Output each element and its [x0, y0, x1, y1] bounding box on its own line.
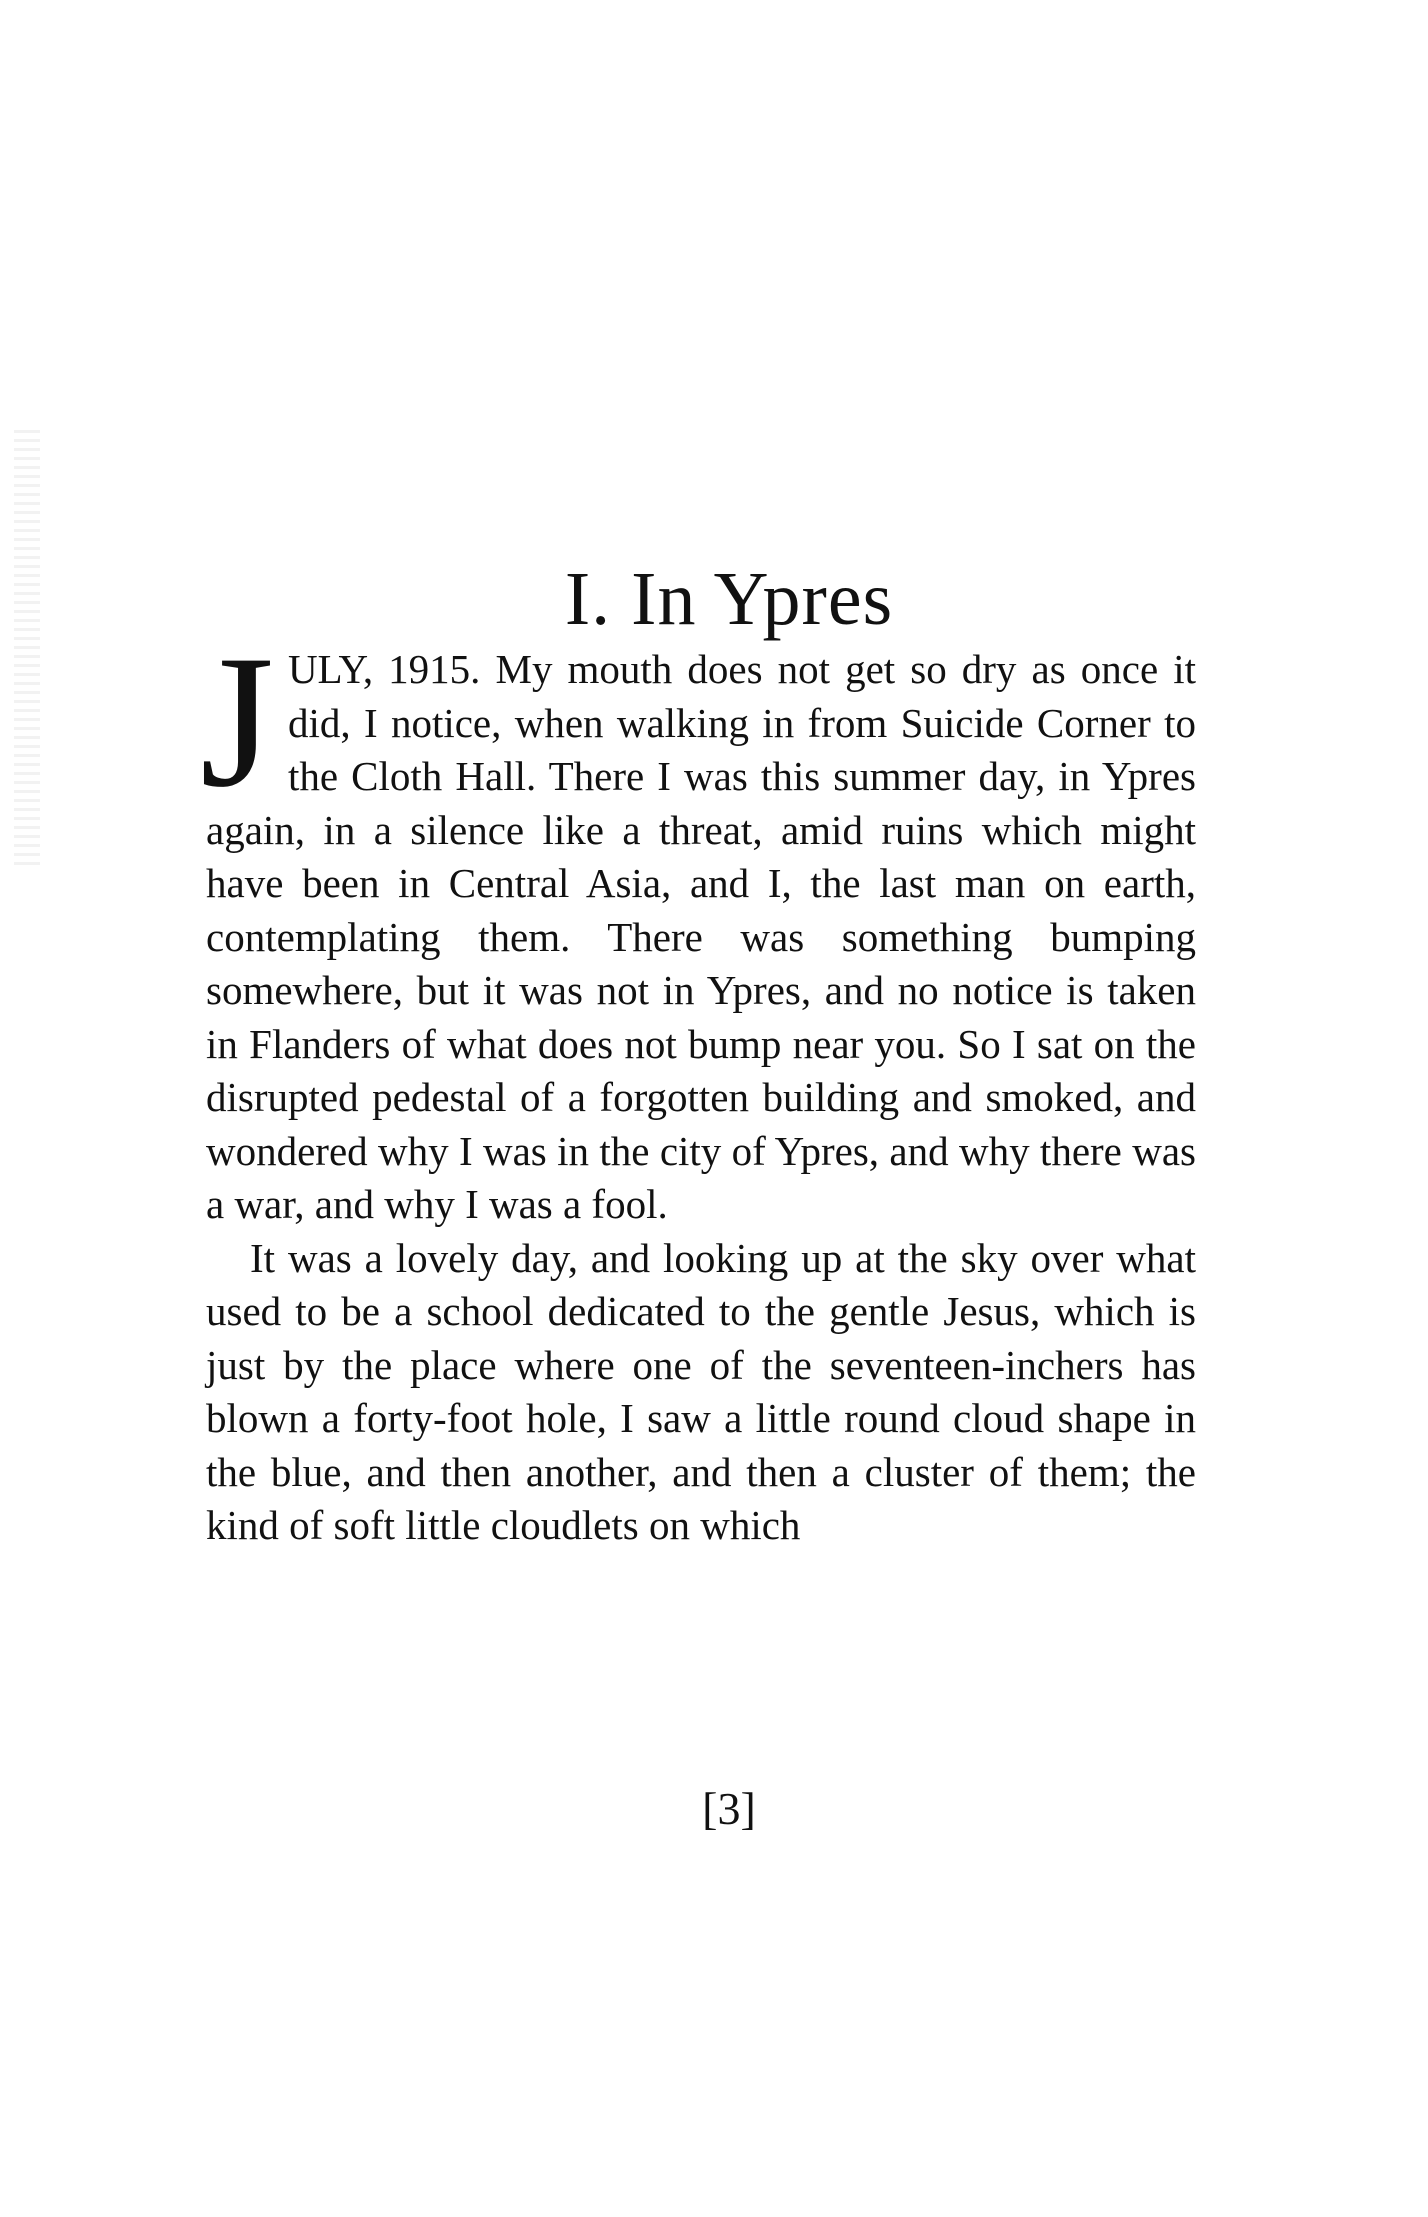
page-number: [3] — [702, 1783, 756, 1834]
paragraph-1-text: ULY, 1915. My mouth does not get so dry as once it did, I notice, when walking in from Suicide Corner to the Cloth Hall. There I was this summer day, in Ypres again, in a silence like a threat, amid ruins which might have been in Central Asia, and I, the last man on earth, contemplating them. There was something bumping somewhere, but it was not in Ypres, and no notice is taken in Flanders of what does not bump near you. So I sat on the disrupted pedestal of a forgotten building and smoked, and wondered why I was in the city of Ypres, and why there was a war, and why I was a fool. — [206, 646, 1196, 1227]
drop-cap: J — [200, 617, 274, 827]
paragraph-1 — [200, 617, 1196, 1232]
paragraph-2: It was a lovely day, and looking up at the sky over what used to be a school dedicated to the gentle Jesus, which is just by the place where one of the seventeen-inchers has blown a forty-foot hole, I saw a little round cloud shape in the blue, and then another, and then a cluster of them; the kind of soft little cloudlets on which — [206, 1234, 1196, 1548]
binding-edge-shadow — [14, 430, 40, 870]
chapter-title: I. In Ypres — [564, 556, 894, 641]
body-text — [200, 617, 1196, 1553]
